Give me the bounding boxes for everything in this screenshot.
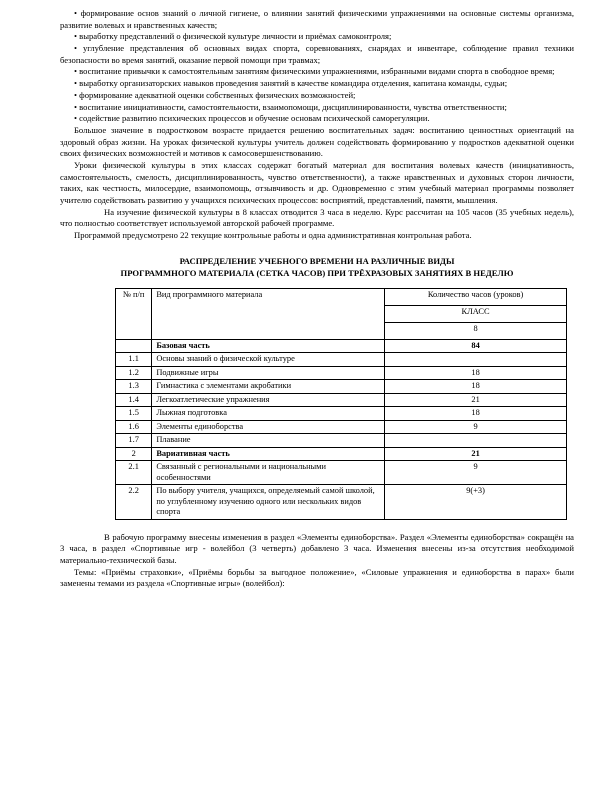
row-value: 18: [385, 380, 567, 394]
row-value: 21: [385, 393, 567, 407]
list-item: • выработку организаторских навыков проведения занятий в качестве командира отделения, капитана команды, судьи;: [60, 78, 574, 90]
list-item: • углубление представления об основных видах спорта, соревнованиях, снарядах и инвентаре, соблюдение правил техники безопасности во время занятий, оказание первой помощи при травмах;: [60, 43, 574, 66]
header-grade: 8: [385, 322, 567, 339]
row-num: 1.5: [116, 407, 152, 421]
row-value: 9(+3): [385, 485, 567, 520]
row-name: Основы знаний о физической культуре: [152, 353, 385, 367]
paragraph-tests: Программой предусмотрено 22 текущие контрольные работы и одна административная контрольная работа.: [74, 230, 472, 241]
row-value: 9: [385, 420, 567, 434]
table-row: [116, 485, 567, 520]
paragraph-lesson-content: Уроки физической культуры в этих классах содержат богатый материал для воспитания волевых качеств (инициативность, самостоятельность, смелость, дисциплинированность, чувство ответственности), а также нравственных и духовных сторон личности, таких, как честность, милосердие, взаимопомощь, отзывчивость и др. Одновременно с этим учебный материал программы позволяет учителю содействовать развитию у учащихся психических процессов: восприятий, представлений, памяти, мышления.: [60, 159, 574, 205]
table-row: [116, 366, 567, 380]
header-num: № п/п: [116, 288, 152, 339]
row-name: По выбору учителя, учащихся, определяемый самой школой, по углубленному изучению одного или нескольких видов спорта: [152, 485, 385, 520]
table-row: [116, 420, 567, 434]
header-name: Вид программного материала: [152, 288, 385, 339]
row-value: 9: [385, 461, 567, 485]
row-value: [385, 434, 567, 448]
table-row: [116, 461, 567, 485]
row-name: Вариативная часть: [152, 447, 385, 461]
row-num: 1.1: [116, 353, 152, 367]
row-name: Элементы единоборства: [152, 420, 385, 434]
row-value: [385, 353, 567, 367]
row-num: 2.1: [116, 461, 152, 485]
row-num: 1.3: [116, 380, 152, 394]
list-item: • формирование основ знаний о личной гигиене, о влиянии занятий физическими упражнениями на основные системы организма, развитие волевых и нравственных качеств;: [60, 8, 574, 31]
row-num: 1.4: [116, 393, 152, 407]
row-num: 1.7: [116, 434, 152, 448]
row-name: Легкоатлетические упражнения: [152, 393, 385, 407]
list-item: • формирование адекватной оценки собственных физических возможностей;: [60, 90, 574, 102]
table-row: [116, 447, 567, 461]
list-item: • воспитание инициативности, самостоятельности, взаимопомощи, дисциплинированности, чувства ответственности;: [60, 102, 574, 114]
row-name: Плавание: [152, 434, 385, 448]
table-title: [60, 255, 574, 280]
list-item: • воспитание привычки к самостоятельным занятиям физическими упражнениями, избранными видами спорта в свободное время;: [60, 66, 574, 78]
row-num: 2.2: [116, 485, 152, 520]
row-value: 21: [385, 447, 567, 461]
table-row: [116, 380, 567, 394]
bullet-list: [60, 8, 574, 125]
table-title-line: ПРОГРАММНОГО МАТЕРИАЛА (СЕТКА ЧАСОВ) ПРИ ТРЁХРАЗОВЫХ ЗАНЯТИЯХ В НЕДЕЛЮ: [120, 268, 514, 279]
paragraph-topics: Темы: «Приёмы страховки», «Приёмы борьбы за выгодное положение», «Силовые упражнения и единоборства в парах» были заменены темами из раздела «Спортивные игры» (волейбол):: [60, 566, 574, 589]
hours-distribution-table: [115, 288, 567, 520]
row-name: Лыжная подготовка: [152, 407, 385, 421]
header-hours: Количество часов (уроков): [385, 288, 567, 305]
row-value: 18: [385, 407, 567, 421]
table-header-row: [116, 288, 567, 305]
paragraph-education-goals: Большое значение в подростковом возрасте придается решению воспитательных задач: воспитанию ценностных ориентаций на здоровый образ жизни. На уроках физической культуры учитель должен содействовать формированию у подростков адекватной оценки своих физических возможностей и мотивов к самосовершенствованию.: [60, 124, 574, 159]
row-name: Связанный с региональными и национальными особенностями: [152, 461, 385, 485]
table-row: [116, 434, 567, 448]
table-title-line: РАСПРЕДЕЛЕНИЕ УЧЕБНОГО ВРЕМЕНИ НА РАЗЛИЧНЫЕ ВИДЫ: [179, 255, 455, 266]
list-item: • содействие развитию психических процессов и обучение основам психической саморегуляции.: [60, 113, 574, 125]
row-name: Гимнастика с элементами акробатики: [152, 380, 385, 394]
row-num: 1.6: [116, 420, 152, 434]
header-class: КЛАСС: [385, 305, 567, 322]
row-name: Подвижные игры: [152, 366, 385, 380]
paragraph-changes: В рабочую программу внесены изменения в раздел «Элементы единоборства». Раздел «Элементы единоборства» сокращён на 3 часа, в раздел «Спортивные игр - волейбол (3 четверть) добавлено 3 часа. Изменения внесены из-за отсутствия необходимой материально-технической базы.: [60, 531, 574, 566]
row-num: [116, 339, 152, 353]
paragraph-hours: На изучение физической культуры в 8 классах отводится 3 часа в неделю. Курс рассчитан на 105 часов (35 учебных недель), что полностью соответствует используемой авторской рабочей программе.: [60, 206, 574, 229]
row-num: 1.2: [116, 366, 152, 380]
table-row: [116, 339, 567, 353]
row-value: 84: [385, 339, 567, 353]
table-row: [116, 407, 567, 421]
table-row: [116, 353, 567, 367]
row-value: 18: [385, 366, 567, 380]
table-row: [116, 393, 567, 407]
list-item: • выработку представлений о физической культуре личности и приёмах самоконтроля;: [60, 31, 574, 43]
row-num: 2: [116, 447, 152, 461]
row-name: Базовая часть: [152, 339, 385, 353]
